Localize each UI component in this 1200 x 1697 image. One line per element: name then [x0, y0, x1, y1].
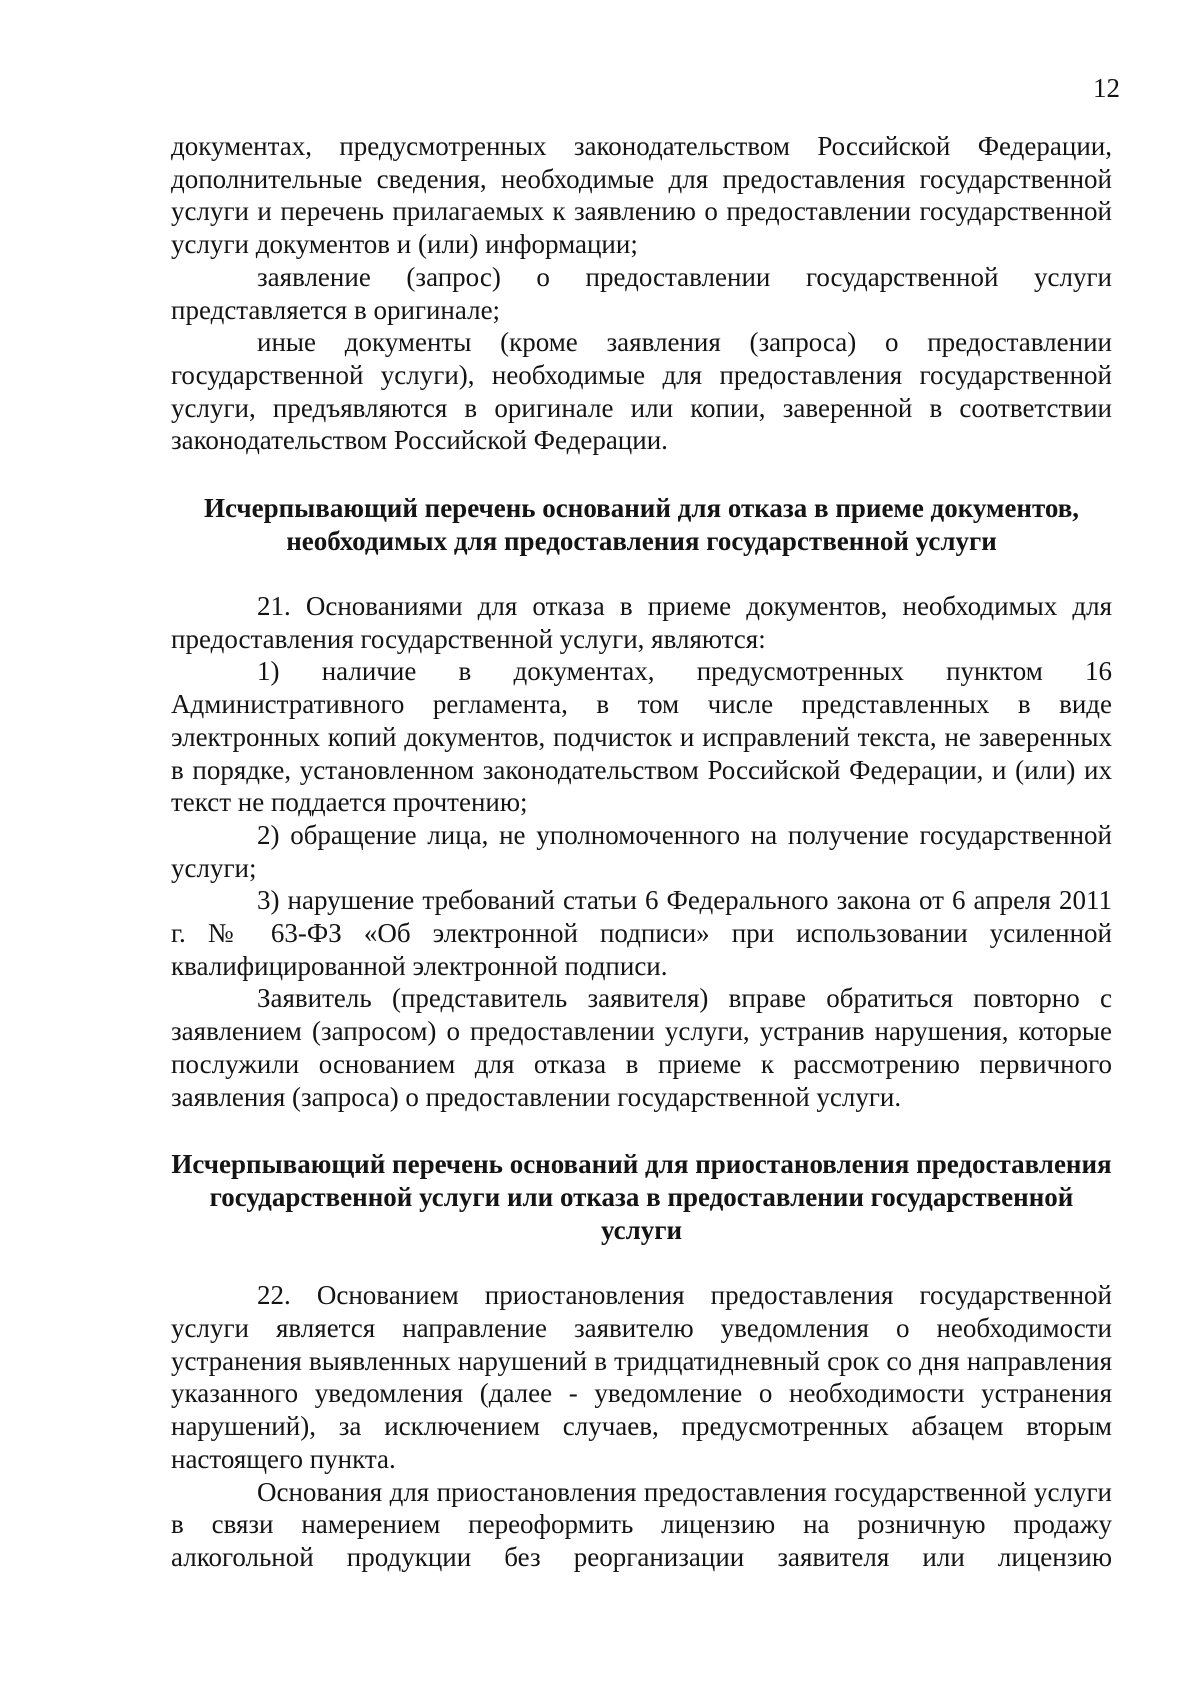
paragraph-ground-2: 2) обращение лица, не уполномоченного на получение государственной услуги;	[171, 819, 1112, 883]
paragraph-continuation: документах, предусмотренных законодательством Российской Федерации, дополнительные сведения, необходимые для предоставления государственной услуги и перечень прилагаемых к заявлению о предоставлении государственной услуги документов и (или) информации;	[171, 131, 1112, 260]
paragraph-original-application: заявление (запрос) о предоставлении государственной услуги представляется в оригинале;	[171, 261, 1112, 325]
page-number: 12	[1093, 73, 1120, 103]
section-heading-suspension-grounds: Исчерпывающий перечень оснований для приостановления предоставления государственной услуги или отказа в предоставлении государственной услуги	[171, 1149, 1112, 1246]
paragraph-other-documents: иные документы (кроме заявления (запроса) о предоставлении государственной услуги), необходимые для предоставления государственной услуги, предъявляются в оригинале или копии, заверенной в соответствии законодательством Российской Федерации.	[171, 327, 1112, 456]
paragraph-ground-3: 3) нарушение требований статьи 6 Федерального закона от 6 апреля 2011 г. № 63-ФЗ «Об электронной подписи» при использовании усиленной квалифицированной электронной подписи.	[171, 885, 1112, 981]
paragraph-reapply: Заявитель (представитель заявителя) вправе обратиться повторно с заявлением (запросом) о предоставлении услуги, устранив нарушения, которые послужили основанием для отказа в приеме к рассмотрению первичного заявления (запроса) о предоставлении государственной услуги.	[171, 983, 1112, 1112]
paragraph-item-21: 21. Основаниями для отказа в приеме документов, необходимых для предоставления государственной услуги, являются:	[171, 591, 1112, 654]
paragraph-ground-1: 1) наличие в документах, предусмотренных пунктом 16 Административного регламента, в том числе представленных в виде электронных копий документов, подчисток и исправлений текста, не заверенных в порядке, установленном законодательством Российской Федерации, и (или) их текст не поддается прочтению;	[171, 656, 1112, 818]
paragraph-suspension-license: Основания для приостановления предоставления государственной услуги в связи намерением переоформить лицензию на розничную продажу алкогольной продукции без реорганизации заявителя или лицензию	[171, 1476, 1112, 1572]
section-heading-refusal-grounds: Исчерпывающий перечень оснований для отказа в приеме документов, необходимых для предоставления государственной услуги	[203, 493, 1080, 557]
paragraph-item-22: 22. Основанием приостановления предоставления государственной услуги является направление заявителю уведомления о необходимости устранения выявленных нарушений в тридцатидневный срок со дня направления указанного уведомления (далее - уведомление о необходимости устранения нарушений), за исключением случаев, предусмотренных абзацем вторым настоящего пункта.	[171, 1280, 1112, 1474]
document-body	[171, 130, 1112, 1574]
